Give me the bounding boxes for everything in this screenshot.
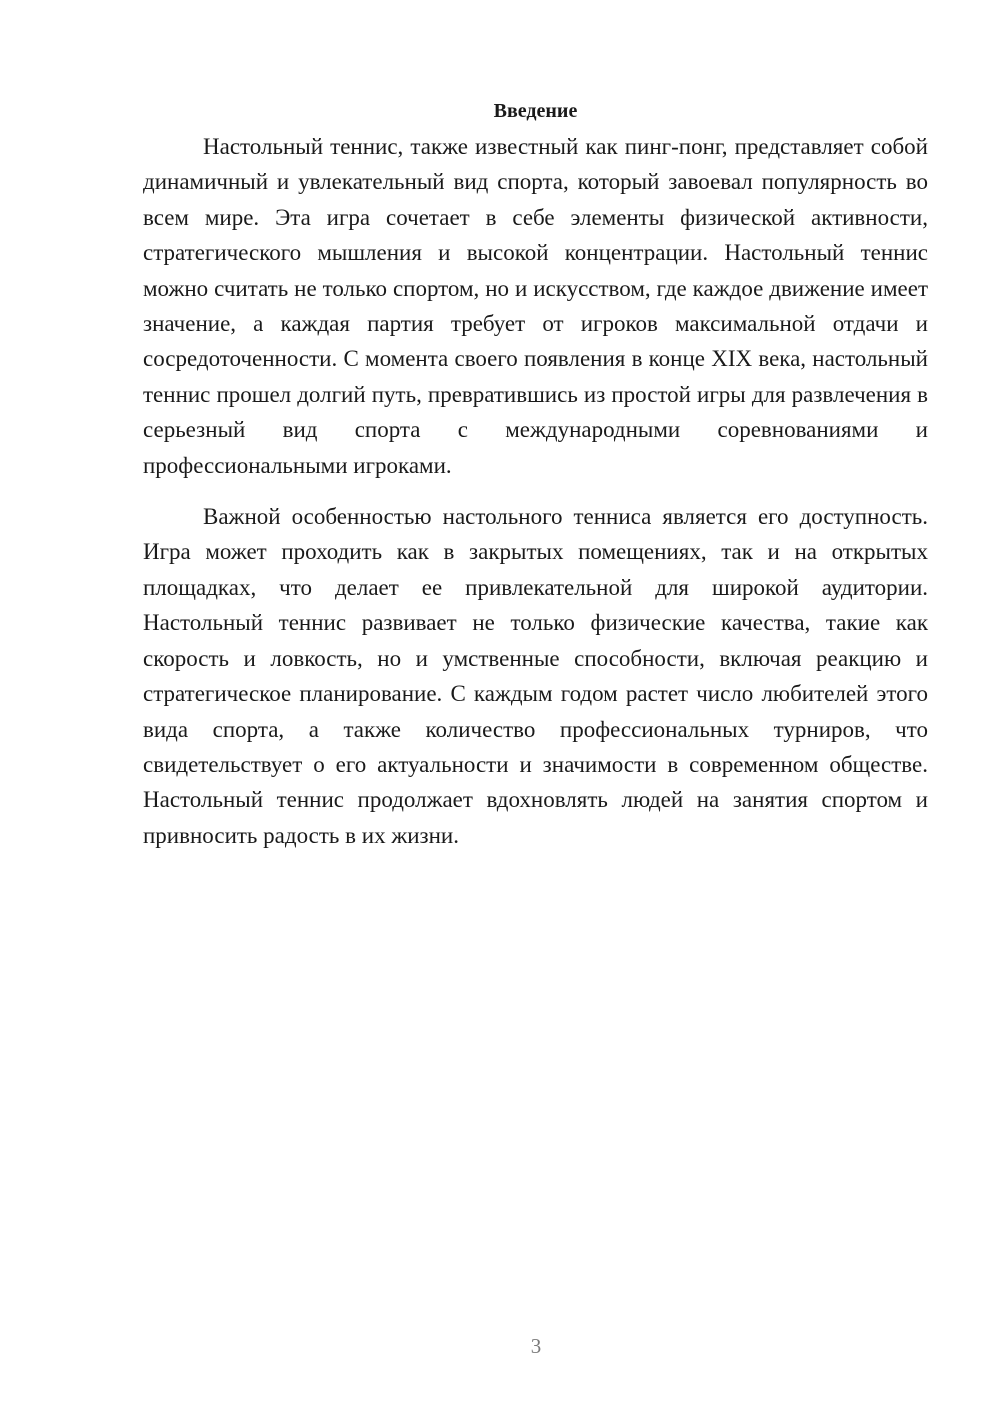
paragraph-1: Настольный теннис, также известный как пинг-понг, представляет собой динамичный и увлекательный вид спорта, который завоевал популярность во всем мире. Эта игра сочетает в себе элементы физической активности, стратегического мышления и высокой концентрации. Настольный теннис можно считать не только спортом, но и искусством, где каждое движение имеет значение, а каждая партия требует от игроков максимальной отдачи и сосредоточенности. С момента своего появления в конце XIX века, настольный теннис прошел долгий путь, превратившись из простой игры для развлечения в серьезный вид спорта с международными соревнованиями и профессиональными игроками. xyxy=(143,134,928,478)
page-content xyxy=(143,96,928,853)
page-number-footer xyxy=(0,1334,1000,1358)
paragraph-2: Важной особенностью настольного тенниса является его доступность. Игра может проходить как в закрытых помещениях, так и на открытых площадках, что делает ее привлекательной для широкой аудитории. Настольный теннис развивает не только физические качества, такие как скорость и ловкость, но и умственные способности, включая реакцию и стратегическое планирование. С каждым годом растет число любителей этого вида спорта, а также количество профессиональных турниров, что свидетельствует о его актуальности и значимости в современном обществе. Настольный теннис продолжает вдохновлять людей на занятия спортом и привносить радость в их жизни. xyxy=(143,504,928,848)
page-number: 3 xyxy=(530,1334,542,1358)
section-heading: Введение xyxy=(493,100,578,122)
